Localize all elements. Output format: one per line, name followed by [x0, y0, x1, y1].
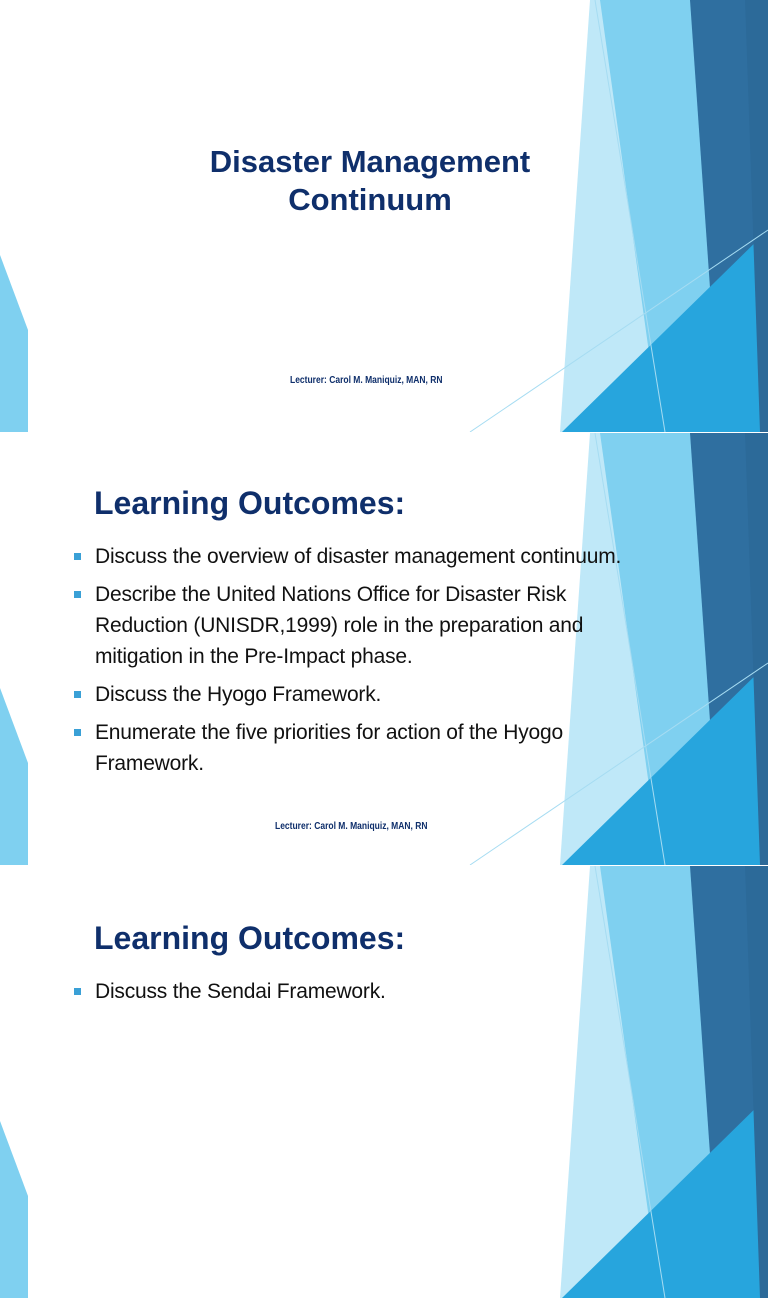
list-item — [74, 541, 644, 572]
bullet-text: Enumerate the five priorities for action of the Hyogo Framework. — [95, 721, 563, 775]
bullet-text: Discuss the Sendai Framework. — [95, 980, 386, 1003]
bullet-square-icon — [74, 988, 81, 995]
bullet-text: Discuss the overview of disaster management continuum. — [95, 545, 622, 568]
bullet-text: Discuss the Hyogo Framework. — [95, 683, 382, 706]
lecturer-credit: Lecturer: Carol M. Maniquiz, MAN, RN — [275, 821, 428, 832]
bullet-square-icon — [74, 729, 81, 736]
section-title: Learning Outcomes: — [94, 920, 406, 956]
bullet-square-icon — [74, 591, 81, 598]
title-line-2: Continuum — [288, 182, 452, 217]
slide-learning-outcomes-2 — [0, 866, 768, 1298]
list-item — [74, 579, 644, 672]
slide-learning-outcomes-1 — [0, 433, 768, 865]
lecturer-credit: Lecturer: Carol M. Maniquiz, MAN, RN — [290, 375, 443, 386]
list-item — [74, 679, 644, 710]
list-item — [74, 976, 644, 1007]
bullet-text: Describe the United Nations Office for Disaster Risk Reduction (UNISDR,1999) role in the preparation and mitigation in the Pre-Impact phase. — [95, 583, 584, 668]
outcomes-list — [74, 976, 644, 1014]
slide-title-text — [120, 143, 620, 219]
title-line-1: Disaster Management — [209, 144, 531, 179]
outcomes-list — [74, 541, 644, 786]
bullet-square-icon — [74, 553, 81, 560]
slide-title — [0, 0, 768, 432]
list-item — [74, 717, 644, 779]
section-title: Learning Outcomes: — [94, 485, 406, 521]
bullet-square-icon — [74, 691, 81, 698]
